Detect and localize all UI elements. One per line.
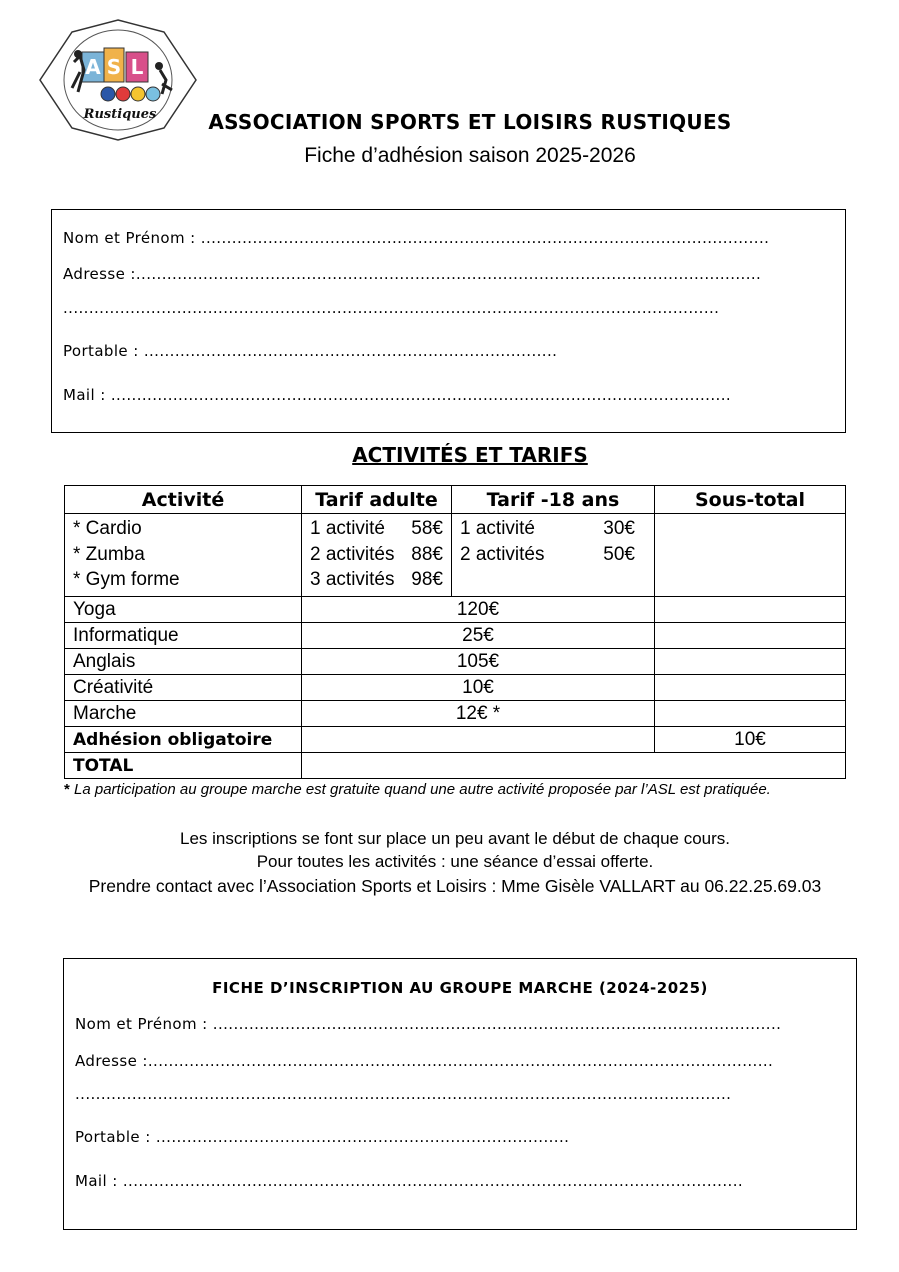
- subtotal-cell[interactable]: [655, 514, 846, 597]
- phone-field[interactable]: Portable : ................................................................................: [75, 1128, 570, 1146]
- adult-rate-label: 3 activités: [310, 569, 395, 590]
- membership-label: Adhésion obligatoire: [65, 727, 302, 753]
- activity-name: Yoga: [65, 597, 302, 623]
- group-activities-cell: [65, 514, 302, 597]
- membership-form-box: [51, 209, 846, 433]
- header-activity: Activité: [65, 486, 302, 514]
- header-adult-rate: Tarif adulte: [302, 486, 452, 514]
- child-rate-price: 50€: [603, 543, 635, 565]
- table-row: [65, 597, 846, 623]
- activities-table: [64, 485, 846, 779]
- logo-letter-a: A: [85, 55, 101, 79]
- table-row-group-activities: [65, 514, 846, 597]
- logo-letter-l: L: [130, 55, 144, 79]
- organization-title: ASSOCIATION SPORTS ET LOISIRS RUSTIQUES: [208, 110, 732, 134]
- info-registration: Les inscriptions se font sur place un peu avant le début de chaque cours.: [179, 829, 731, 848]
- mail-field[interactable]: Mail : ........................................................................................................................: [63, 386, 732, 404]
- activity-price: 12€ *: [302, 701, 655, 727]
- subtotal-cell[interactable]: [655, 623, 846, 649]
- address-field-line2[interactable]: ...............................................................................................................................: [63, 299, 720, 317]
- activity-price: 10€: [302, 675, 655, 701]
- membership-empty-cell: [302, 727, 655, 753]
- group-adult-rates: [302, 514, 452, 597]
- header-subtotal: Sous-total: [655, 486, 846, 514]
- table-row: [65, 675, 846, 701]
- total-value-cell[interactable]: [302, 753, 846, 779]
- activity-gym-forme: * Gym forme: [73, 569, 180, 590]
- total-label: TOTAL: [65, 753, 302, 779]
- info-trial-session: Pour toutes les activités : une séance d’essai offerte.: [256, 852, 654, 871]
- subtotal-cell[interactable]: [655, 701, 846, 727]
- membership-subtotal: 10€: [655, 727, 846, 753]
- subtotal-cell[interactable]: [655, 597, 846, 623]
- phone-field[interactable]: Portable : ................................................................................: [63, 342, 558, 360]
- table-row-total: [65, 753, 846, 779]
- address-field[interactable]: Adresse :.........................................................................................................................: [75, 1052, 774, 1070]
- activity-name: Informatique: [65, 623, 302, 649]
- walking-group-form-box: [63, 958, 857, 1230]
- adult-rate-label: 2 activités: [310, 543, 395, 565]
- name-field[interactable]: Nom et Prénom : ..............................................................................................................: [75, 1015, 782, 1033]
- adult-rate-price: 88€: [411, 543, 443, 565]
- table-header-row: [65, 486, 846, 514]
- activity-name: Anglais: [65, 649, 302, 675]
- logo-rustiques-text: Rustiques: [83, 107, 157, 122]
- child-rate-label: 1 activité: [460, 518, 535, 539]
- activity-name: Marche: [65, 701, 302, 727]
- header-child-rate: Tarif -18 ans: [452, 486, 655, 514]
- subtotal-cell[interactable]: [655, 649, 846, 675]
- group-child-rates: [452, 514, 655, 597]
- activity-price: 25€: [302, 623, 655, 649]
- subtotal-cell[interactable]: [655, 675, 846, 701]
- address-field-line2[interactable]: ...............................................................................................................................: [75, 1085, 732, 1103]
- walking-group-form-title: FICHE D’INSCRIPTION AU GROUPE MARCHE (2024-2025): [212, 979, 708, 997]
- table-row-membership: [65, 727, 846, 753]
- adult-rate-price: 98€: [411, 569, 443, 590]
- activity-zumba: * Zumba: [73, 543, 145, 565]
- info-contact: Prendre contact avec l’Association Sports et Loisirs : Mme Gisèle VALLART au 06.22.25.69.03: [88, 876, 822, 896]
- activity-cardio: * Cardio: [73, 518, 142, 539]
- address-field[interactable]: Adresse :.........................................................................................................................: [63, 265, 762, 283]
- footnote: [64, 781, 771, 798]
- logo-letter-s: S: [106, 55, 122, 79]
- table-row: [65, 623, 846, 649]
- mail-field[interactable]: Mail : ........................................................................................................................: [75, 1172, 744, 1190]
- child-rate-price: 30€: [603, 518, 635, 539]
- footnote-star: *: [64, 781, 70, 798]
- name-field[interactable]: Nom et Prénom : ..............................................................................................................: [63, 229, 770, 247]
- activity-price: 120€: [302, 597, 655, 623]
- adult-rate-price: 58€: [411, 518, 443, 539]
- table-row: [65, 649, 846, 675]
- adult-rate-label: 1 activité: [310, 518, 385, 539]
- activity-name: Créativité: [65, 675, 302, 701]
- table-row: [65, 701, 846, 727]
- form-subtitle: Fiche d’adhésion saison 2025-2026: [304, 144, 636, 167]
- activity-price: 105€: [302, 649, 655, 675]
- footnote-text: La participation au groupe marche est gratuite quand une autre activité proposée par l’ASL est pratiquée.: [69, 781, 771, 798]
- child-rate-label: 2 activités: [460, 543, 545, 565]
- activities-section-title: ACTIVITÉS ET TARIFS: [352, 443, 588, 467]
